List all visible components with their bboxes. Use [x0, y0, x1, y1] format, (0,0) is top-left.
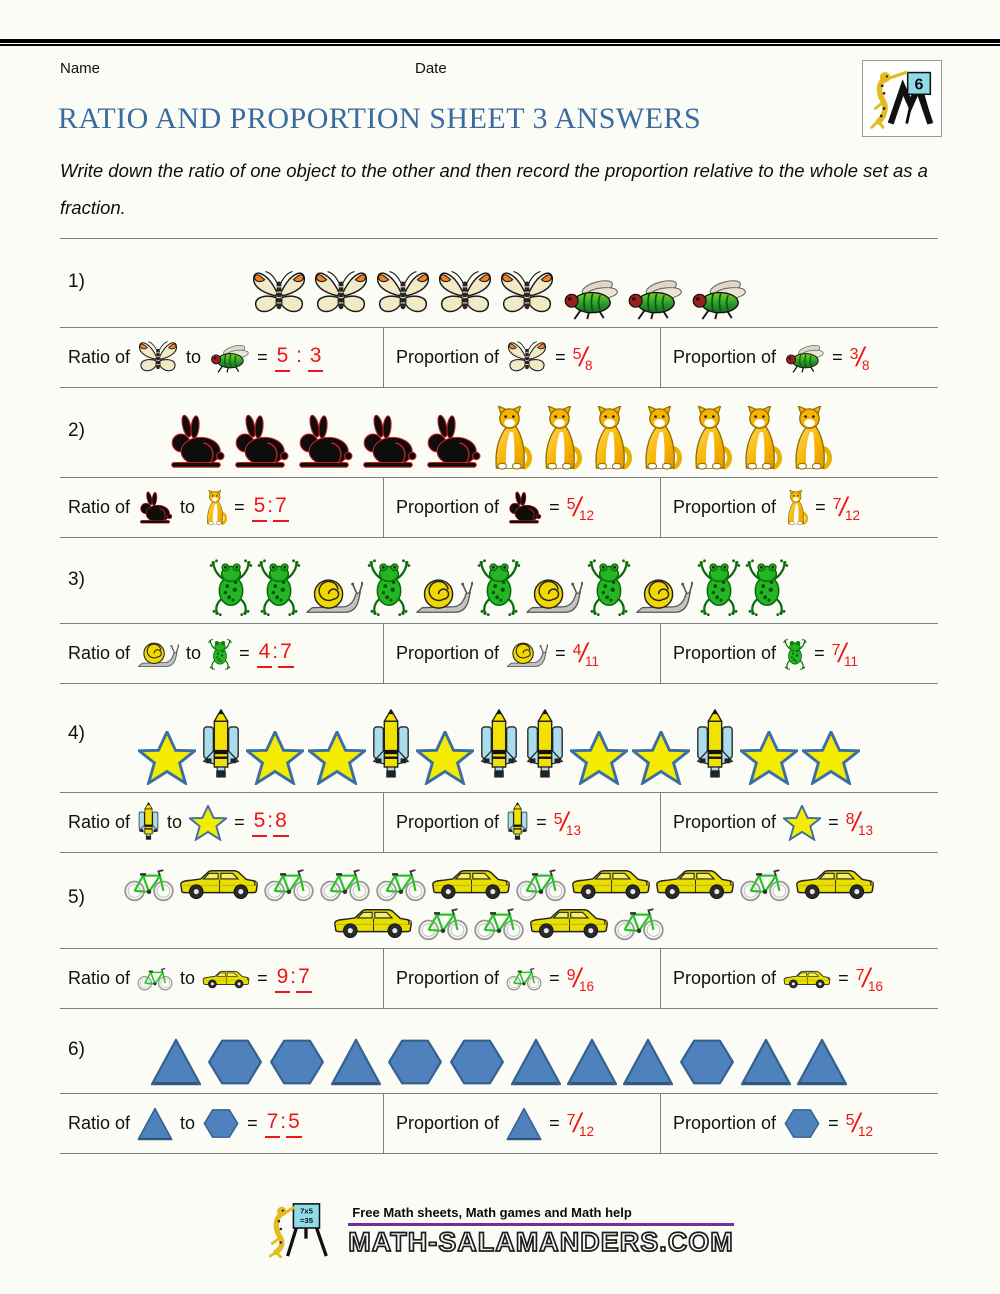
fraction-numerator: 7: [566, 1112, 576, 1129]
footer-tagline: Free Math sheets, Math games and Math help: [348, 1205, 733, 1226]
header: [0, 60, 1000, 82]
cat-icon: [486, 406, 532, 470]
fraction-denominator: 8: [862, 358, 870, 373]
ratio-value-b: 8: [273, 809, 289, 837]
fraction-numerator: 7: [855, 967, 865, 984]
ratio-of-label: Ratio of: [68, 497, 131, 517]
to-label: to: [180, 497, 196, 517]
star-icon: [740, 731, 798, 785]
snail-icon: [506, 639, 548, 669]
question-block: [60, 239, 938, 388]
ratio-answer: [265, 1110, 302, 1138]
fraction-numerator: 5: [572, 346, 582, 363]
ratio-of-label: Ratio of: [68, 968, 131, 988]
fraction-denominator: 16: [579, 979, 595, 994]
frog-icon: [367, 558, 411, 616]
hexagon-icon: [202, 1108, 240, 1139]
proportion-fraction: [567, 1110, 594, 1137]
bike-icon: [375, 868, 427, 902]
question-number: 3): [68, 568, 85, 590]
fraction-numerator: 4: [572, 642, 582, 659]
ratio-separator: :: [290, 343, 308, 367]
hexagon-icon: [206, 1038, 264, 1086]
ratio-separator: :: [280, 1109, 287, 1133]
triangle-icon: [622, 1038, 674, 1086]
footer-site-name: MATH-SALAMANDERS.COM: [348, 1227, 734, 1257]
equals-sign: =: [555, 347, 566, 367]
butterfly-icon: [436, 268, 494, 320]
bike-icon: [739, 868, 791, 902]
star-icon: [189, 805, 227, 841]
ratio-of-label: Ratio of: [68, 643, 131, 663]
to-label: to: [167, 812, 183, 832]
fraction-slash: /: [839, 492, 847, 522]
bike-icon: [263, 868, 315, 902]
equals-sign: =: [234, 812, 245, 832]
question-objects-row: [60, 239, 938, 327]
equals-sign: =: [247, 1113, 258, 1133]
fraction-slash: /: [579, 638, 587, 668]
proportion-cell: [383, 1094, 660, 1153]
proportion-of-label: Proportion of: [673, 497, 777, 517]
question-block: [60, 1009, 938, 1154]
worksheet-body: [60, 238, 938, 1154]
rabbit-icon: [230, 414, 290, 470]
triangle-icon: [137, 1107, 173, 1141]
fraction-denominator: 13: [566, 823, 582, 838]
fraction-numerator: 7: [832, 496, 842, 513]
ratio-separator: :: [267, 808, 274, 832]
butterfly-icon: [374, 268, 432, 320]
hexagon-icon: [386, 1038, 444, 1086]
cat-icon: [636, 406, 682, 470]
proportion-cell: [660, 793, 938, 852]
fraction-numerator: 8: [845, 811, 855, 828]
fraction-slash: /: [852, 807, 860, 837]
proportion-cell: [383, 328, 660, 387]
object-line: [250, 268, 748, 320]
ratio-of-label: Ratio of: [68, 1113, 131, 1133]
fly-icon: [208, 342, 250, 373]
ratio-value-a: 5: [252, 494, 268, 522]
fraction-numerator: 9: [566, 967, 576, 984]
fraction-denominator: 12: [579, 508, 595, 523]
ratio-cell: [60, 793, 383, 852]
question-block: [60, 684, 938, 853]
rabbit-icon: [422, 414, 482, 470]
fraction-numerator: 5: [845, 1112, 855, 1129]
proportion-of-label: Proportion of: [673, 812, 777, 832]
answer-row: [60, 477, 938, 538]
proportion-of-label: Proportion of: [673, 968, 777, 988]
bike-icon: [123, 868, 175, 902]
car-icon: [202, 968, 250, 990]
question-block: [60, 538, 938, 684]
fraction-slash: /: [560, 807, 568, 837]
proportion-cell: [383, 478, 660, 537]
rabbit-icon: [358, 414, 418, 470]
frog-icon: [477, 558, 521, 616]
bike-icon: [613, 907, 665, 941]
object-line: [123, 865, 875, 902]
proportion-of-label: Proportion of: [673, 643, 777, 663]
equals-sign: =: [838, 968, 849, 988]
ratio-answer: [257, 640, 294, 668]
ratio-separator: :: [272, 639, 279, 663]
frog-icon: [208, 638, 232, 670]
proportion-fraction: [832, 640, 858, 667]
snail-icon: [525, 574, 583, 616]
bike-icon: [417, 907, 469, 941]
ratio-value-a: 7: [265, 1110, 281, 1138]
star-icon: [632, 731, 690, 785]
ratio-value-b: 5: [286, 1110, 302, 1138]
rabbit-icon: [137, 491, 173, 525]
question-number: 1): [68, 270, 85, 292]
ratio-cell: [60, 949, 383, 1008]
frog-icon: [697, 558, 741, 616]
proportion-fraction: [573, 344, 593, 371]
cat-icon: [736, 406, 782, 470]
ratio-value-a: 9: [275, 965, 291, 993]
proportion-of-label: Proportion of: [396, 1113, 500, 1133]
fraction-denominator: 12: [579, 1124, 595, 1139]
salamander-badge-icon: [866, 65, 938, 133]
hexagon-icon: [448, 1038, 506, 1086]
page-title: RATIO AND PROPORTION SHEET 3 ANSWERS: [58, 102, 702, 135]
date-label: Date: [415, 60, 447, 77]
question-objects-row: [60, 1009, 938, 1093]
name-label: Name: [60, 60, 101, 77]
butterfly-icon: [498, 268, 556, 320]
car-icon: [783, 968, 831, 990]
salamander-easel-icon: [266, 1200, 344, 1258]
butterfly-icon: [250, 268, 308, 320]
triangle-icon: [566, 1038, 618, 1086]
triangle-icon: [740, 1038, 792, 1086]
to-label: to: [186, 643, 202, 663]
proportion-of-label: Proportion of: [396, 497, 500, 517]
car-icon: [431, 865, 511, 902]
question-block: [60, 853, 938, 1009]
proportion-of-label: Proportion of: [396, 643, 500, 663]
ratio-of-label: Ratio of: [68, 347, 131, 367]
fraction-slash: /: [579, 342, 587, 372]
car-icon: [655, 865, 735, 902]
proportion-cell: [660, 1094, 938, 1153]
equals-sign: =: [814, 643, 825, 663]
triangle-icon: [796, 1038, 848, 1086]
rocket-icon: [506, 802, 529, 844]
bike-icon: [506, 967, 542, 991]
proportion-cell: [383, 624, 660, 683]
question-number: 4): [68, 722, 85, 744]
equals-sign: =: [828, 812, 839, 832]
butterfly-icon: [506, 339, 548, 377]
fraction-denominator: 12: [845, 508, 861, 523]
triangle-icon: [330, 1038, 382, 1086]
proportion-fraction: [554, 809, 581, 836]
equals-sign: =: [234, 497, 245, 517]
bike-icon: [473, 907, 525, 941]
ratio-value-b: 7: [273, 494, 289, 522]
question-objects-row: [60, 388, 938, 477]
fraction-slash: /: [838, 638, 846, 668]
question-block: [60, 388, 938, 538]
ratio-separator: :: [290, 964, 297, 988]
fraction-slash: /: [856, 342, 864, 372]
ratio-answer: [252, 494, 289, 522]
frog-icon: [587, 558, 631, 616]
equals-sign: =: [549, 968, 560, 988]
object-line: [150, 1038, 848, 1086]
proportion-fraction: [846, 809, 873, 836]
object-line: [333, 904, 665, 941]
star-icon: [570, 731, 628, 785]
fraction-slash: /: [573, 1108, 581, 1138]
equals-sign: =: [815, 497, 826, 517]
frog-icon: [745, 558, 789, 616]
proportion-fraction: [850, 344, 870, 371]
ratio-cell: [60, 478, 383, 537]
star-icon: [138, 731, 196, 785]
proportion-of-label: Proportion of: [396, 812, 500, 832]
snail-icon: [305, 574, 363, 616]
to-label: to: [180, 1113, 196, 1133]
star-icon: [802, 731, 860, 785]
footer-text: [348, 1205, 733, 1258]
footer-logo: [0, 1200, 1000, 1258]
butterfly-icon: [312, 268, 370, 320]
fraction-numerator: 5: [553, 811, 563, 828]
top-rule: [0, 39, 1000, 46]
rocket-icon: [200, 709, 242, 785]
bike-icon: [137, 967, 173, 991]
star-icon: [416, 731, 474, 785]
question-objects-row: [60, 538, 938, 623]
rocket-icon: [370, 709, 412, 785]
equals-sign: =: [257, 347, 268, 367]
ratio-answer: [275, 344, 324, 372]
star-icon: [246, 731, 304, 785]
proportion-cell: [660, 328, 938, 387]
fraction-denominator: 8: [585, 358, 593, 373]
proportion-fraction: [833, 494, 860, 521]
rocket-icon: [524, 709, 566, 785]
snail-icon: [635, 574, 693, 616]
bike-icon: [319, 868, 371, 902]
car-icon: [529, 904, 609, 941]
question-objects-row: [60, 684, 938, 792]
fly-icon: [688, 276, 748, 320]
proportion-fraction: [573, 640, 599, 667]
fly-icon: [624, 276, 684, 320]
car-icon: [795, 865, 875, 902]
proportion-fraction: [846, 1110, 873, 1137]
fraction-denominator: 12: [858, 1124, 874, 1139]
proportion-cell: [660, 478, 938, 537]
fraction-slash: /: [573, 492, 581, 522]
fraction-denominator: 11: [844, 654, 859, 669]
equals-sign: =: [549, 497, 560, 517]
fraction-denominator: 11: [585, 654, 600, 669]
ratio-cell: [60, 624, 383, 683]
car-icon: [333, 904, 413, 941]
equals-sign: =: [257, 968, 268, 988]
fly-icon: [560, 276, 620, 320]
butterfly-icon: [137, 339, 179, 377]
cat-icon: [586, 406, 632, 470]
questions-container: [60, 239, 938, 1154]
fraction-slash: /: [862, 963, 870, 993]
instructions-text: Write down the ratio of one object to the other and then record the proportion relative to the whole set as a fraction.: [60, 160, 928, 218]
rocket-icon: [694, 709, 736, 785]
cat-icon: [536, 406, 582, 470]
proportion-fraction: [567, 965, 594, 992]
equals-sign: =: [549, 1113, 560, 1133]
object-line: [138, 709, 860, 785]
question-objects-row: [60, 853, 938, 948]
answer-row: [60, 327, 938, 388]
to-label: to: [180, 968, 196, 988]
frog-icon: [209, 558, 253, 616]
proportion-cell: [383, 949, 660, 1008]
proportion-of-label: Proportion of: [673, 347, 777, 367]
car-icon: [571, 865, 651, 902]
ratio-value-b: 7: [296, 965, 312, 993]
equals-sign: =: [832, 347, 843, 367]
proportion-cell: [660, 624, 938, 683]
ratio-value-b: 3: [308, 344, 324, 372]
equals-sign: =: [536, 812, 547, 832]
star-icon: [308, 731, 366, 785]
proportion-of-label: Proportion of: [673, 1113, 777, 1133]
fraction-numerator: 5: [566, 496, 576, 513]
answer-row: [60, 792, 938, 853]
rocket-icon: [478, 709, 520, 785]
ratio-answer: [252, 809, 289, 837]
snail-icon: [137, 639, 179, 669]
ratio-value-a: 5: [275, 344, 291, 372]
proportion-cell: [383, 793, 660, 852]
equals-sign: =: [239, 643, 250, 663]
cat-icon: [686, 406, 732, 470]
frog-icon: [257, 558, 301, 616]
bike-icon: [515, 868, 567, 902]
fraction-numerator: 3: [849, 346, 859, 363]
question-number: 5): [68, 887, 85, 909]
triangle-icon: [506, 1107, 542, 1141]
object-line: [166, 406, 832, 470]
answer-row: [60, 1093, 938, 1154]
ratio-value-b: 7: [278, 640, 294, 668]
to-label: to: [186, 347, 202, 367]
ratio-cell: [60, 1094, 383, 1153]
equals-sign: =: [555, 643, 566, 663]
question-number: 6): [68, 1039, 85, 1061]
rabbit-icon: [294, 414, 354, 470]
rabbit-icon: [506, 491, 542, 525]
proportion-fraction: [567, 494, 594, 521]
question-number: 2): [68, 420, 85, 442]
proportion-of-label: Proportion of: [396, 347, 500, 367]
fraction-denominator: 16: [868, 979, 884, 994]
ratio-of-label: Ratio of: [68, 812, 131, 832]
triangle-icon: [150, 1038, 202, 1086]
object-line: [209, 558, 789, 616]
ratio-answer: [275, 965, 312, 993]
ratio-separator: :: [267, 493, 274, 517]
star-icon: [783, 805, 821, 841]
answer-row: [60, 623, 938, 684]
cat-icon: [786, 406, 832, 470]
fraction-numerator: 7: [831, 642, 841, 659]
equals-sign: =: [828, 1113, 839, 1133]
ratio-value-a: 4: [257, 640, 273, 668]
proportion-cell: [660, 949, 938, 1008]
proportion-of-label: Proportion of: [396, 968, 500, 988]
hexagon-icon: [678, 1038, 736, 1086]
car-icon: [179, 865, 259, 902]
rabbit-icon: [166, 414, 226, 470]
fly-icon: [783, 342, 825, 373]
hexagon-icon: [783, 1108, 821, 1139]
fraction-slash: /: [573, 963, 581, 993]
rocket-icon: [137, 802, 160, 844]
triangle-icon: [510, 1038, 562, 1086]
cat-icon: [202, 490, 227, 525]
fraction-denominator: 13: [858, 823, 874, 838]
hexagon-icon: [268, 1038, 326, 1086]
grade-badge: [862, 60, 942, 137]
ratio-value-a: 5: [252, 809, 268, 837]
fraction-slash: /: [852, 1108, 860, 1138]
ratio-cell: [60, 328, 383, 387]
cat-icon: [783, 490, 808, 525]
snail-icon: [415, 574, 473, 616]
answer-row: [60, 948, 938, 1009]
proportion-fraction: [856, 965, 883, 992]
frog-icon: [783, 638, 807, 670]
